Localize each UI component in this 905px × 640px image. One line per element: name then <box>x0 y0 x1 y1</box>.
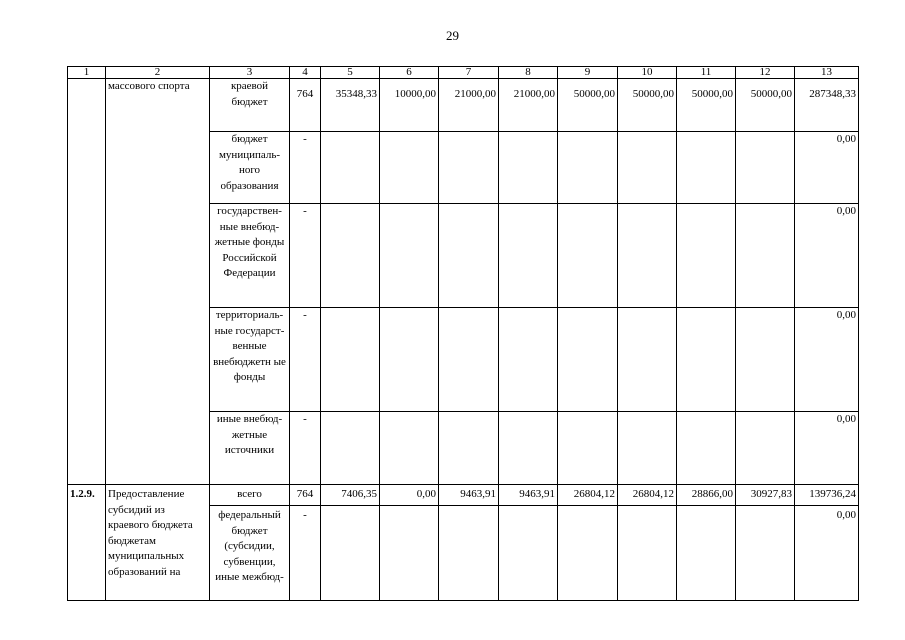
funding-source-cell: краевой бюджет <box>210 79 290 132</box>
value-cell: 30927,83 <box>736 485 795 506</box>
code-cell: - <box>290 132 321 204</box>
column-header: 6 <box>380 67 439 79</box>
value-cell: 50000,00 <box>618 79 677 132</box>
code-cell: 764 <box>290 485 321 506</box>
funding-source-cell: федеральный бюджет (субсидии, субвенции, иные межбюд- <box>210 506 290 601</box>
total-cell: 0,00 <box>795 412 859 485</box>
funding-source-cell: всего <box>210 485 290 506</box>
table-row <box>68 79 859 132</box>
code-cell: - <box>290 506 321 601</box>
value-cell: 26804,12 <box>618 485 677 506</box>
total-cell: 0,00 <box>795 308 859 412</box>
table-row <box>68 485 859 506</box>
value-cell: 9463,91 <box>499 485 558 506</box>
funding-source-cell: бюджет муниципаль-ного образования <box>210 132 290 204</box>
column-header: 7 <box>439 67 499 79</box>
value-cell: 21000,00 <box>439 79 499 132</box>
column-header: 2 <box>106 67 210 79</box>
total-cell: 287348,33 <box>795 79 859 132</box>
column-header: 4 <box>290 67 321 79</box>
value-cell: 10000,00 <box>380 79 439 132</box>
value-cell: 21000,00 <box>499 79 558 132</box>
total-cell: 0,00 <box>795 132 859 204</box>
column-header: 8 <box>499 67 558 79</box>
page-number: 29 <box>446 28 459 43</box>
value-cell: 50000,00 <box>558 79 618 132</box>
value-cell: 7406,35 <box>321 485 380 506</box>
column-header: 5 <box>321 67 380 79</box>
value-cell: 0,00 <box>380 485 439 506</box>
column-header: 9 <box>558 67 618 79</box>
column-header: 11 <box>677 67 736 79</box>
section-number-cell <box>68 79 106 485</box>
value-cell: 35348,33 <box>321 79 380 132</box>
value-cell: 9463,91 <box>439 485 499 506</box>
column-header-row <box>68 67 859 79</box>
total-cell: 0,00 <box>795 506 859 601</box>
code-cell: - <box>290 412 321 485</box>
column-header: 1 <box>68 67 106 79</box>
value-cell: 28866,00 <box>677 485 736 506</box>
total-cell: 0,00 <box>795 204 859 308</box>
total-cell: 139736,24 <box>795 485 859 506</box>
code-cell: - <box>290 204 321 308</box>
activity-name-cell: массового спорта <box>106 79 210 485</box>
code-cell: - <box>290 308 321 412</box>
section-number-cell: 1.2.9. <box>68 485 106 601</box>
code-cell: 764 <box>290 79 321 132</box>
value-cell: 50000,00 <box>677 79 736 132</box>
value-cell: 26804,12 <box>558 485 618 506</box>
column-header: 10 <box>618 67 677 79</box>
activity-name-cell: Предоставление субсидий из краевого бюджета бюджетам муниципальных образований на <box>106 485 210 601</box>
budget-table <box>67 66 859 601</box>
column-header: 12 <box>736 67 795 79</box>
column-header: 3 <box>210 67 290 79</box>
funding-source-cell: государствен-ные внебюд-жетные фонды Российской Федерации <box>210 204 290 308</box>
column-header: 13 <box>795 67 859 79</box>
value-cell: 50000,00 <box>736 79 795 132</box>
funding-source-cell: иные внебюд-жетные источники <box>210 412 290 485</box>
funding-source-cell: территориаль-ные государст-венные внебюджетн ые фонды <box>210 308 290 412</box>
